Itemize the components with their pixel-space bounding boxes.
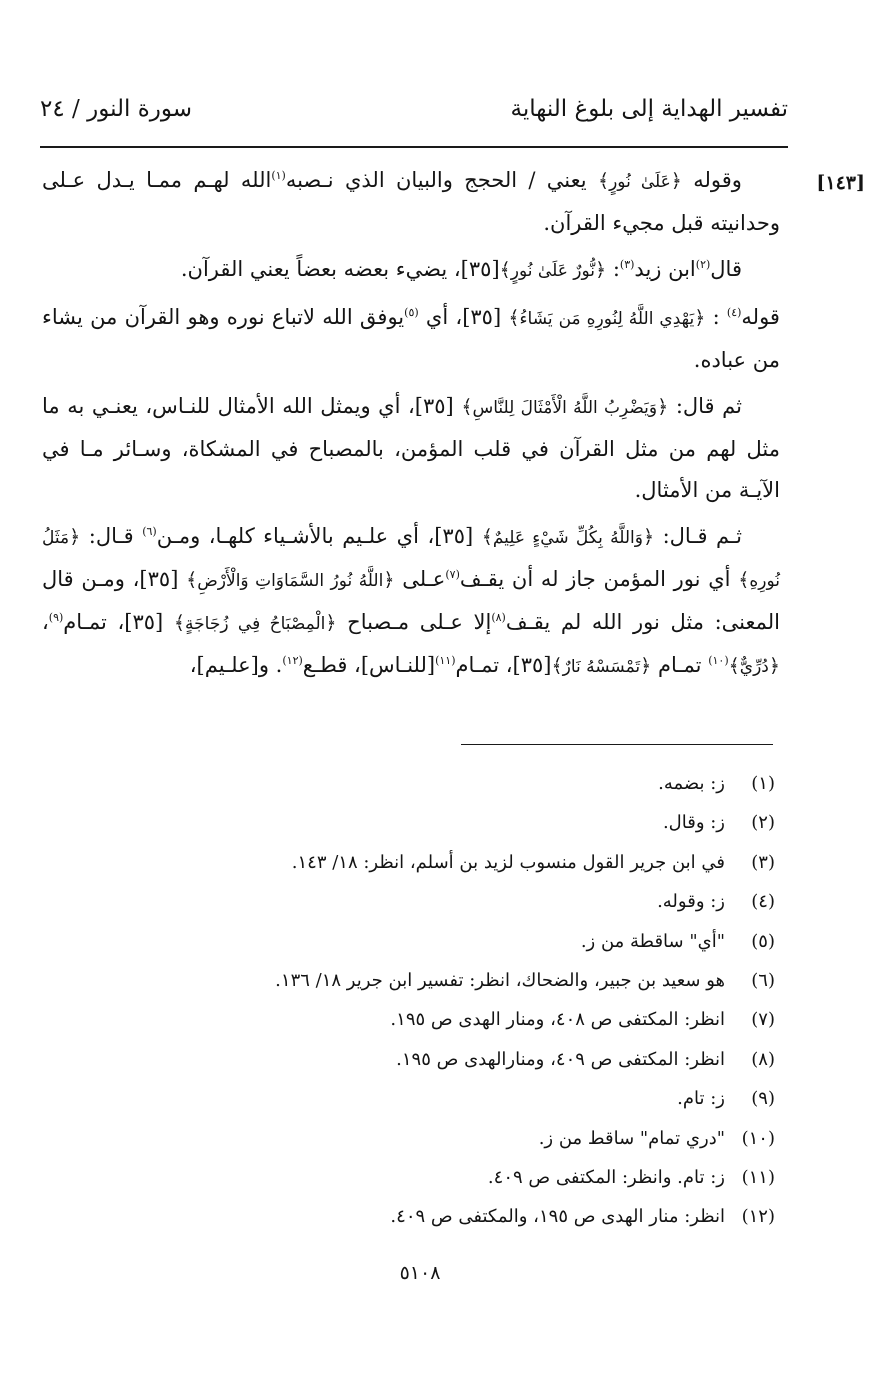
footnote-number: (١٢) xyxy=(741,1206,775,1228)
footnote-number: (٨) xyxy=(751,1048,775,1070)
paragraph-1: وقوله ﴿عَلَىٰ نُورٍ﴾ يعني / الحجج والبيان الذي نـصبه$^{(١)}$الله لهـم ممـا يـدل عـلى وحدانيته قبل مجيء القرآن. xyxy=(42,168,780,235)
paragraph-5: ثـم قـال: ﴿وَاللَّهُ بِكُلِّ شَيْءٍ عَلِيمٌ﴾ [٣٥]، أي علـيم بالأشـياء كلهـا، ومـن$^{(٦)}$ قـال: ﴿مَثَلُ نُورِهِ﴾ أي نور المؤمن جاز له أن يقـف$^{(٧)}$عـلى ﴿اللَّهُ نُورُ السَّمَاوَاتِ وَالْأَرْضِ﴾ [٣٥]، ومـن قال المعنى: مثل نور الله لم يقـف$^{(٨)}$إلا عـلى مـصباح ﴿الْمِصْبَاحُ فِي زُجَاجَةٍ﴾ [٣٥]، تمـام$^{(٩)}$، ﴿دُرِّيٌّ﴾$^{(١٠)}$ تمـام ﴿تَمْسَسْهُ نَارٌ﴾[٣٥]، تمـام$^{(١١)}$[للنـاس]، قطـع$^{(١٢)}$. و[علـيم]، xyxy=(42,524,781,677)
footnote-ref: (٧) xyxy=(445,568,460,581)
paragraph-4: ثم قال: ﴿وَيَضْرِبُ اللَّهُ الْأَمْثَالَ لِلنَّاسِ﴾ [٣٥]، أي ويمثل الله الأمثال للنـاس، يعنـي به ما مثل لهم من مثل القرآن في قلب المؤمن، بالمصباح في المشكاة، وسـائر مـا في الآيـة من الأمثال. xyxy=(42,394,780,502)
footnote-text: انظر: منار الهدى ص ١٩٥، والمكتفى ص ٤٠٩. xyxy=(390,1206,725,1228)
footnote-number: (٧) xyxy=(751,1009,775,1031)
quran-verse: تَمْسَسْهُ نَارٌ xyxy=(562,657,641,677)
footnote-text: ز: وقال. xyxy=(662,812,725,834)
footnote-text: ز: تام. وانظر: المكتفى ص ٤٠٩. xyxy=(487,1166,725,1188)
footnote-item xyxy=(135,1000,775,1039)
footnote-text: انظر: المكتفى ص ٤٠٩، ومنارالهدى ص ١٩٥. xyxy=(396,1048,725,1070)
footnote-ref: (١٢) xyxy=(282,654,303,667)
footnote-item xyxy=(135,843,775,882)
footnote-number: (٥) xyxy=(751,930,775,952)
footnote-text: "أي" ساقطة من ز. xyxy=(580,930,725,952)
quran-verse: نُّورٌ عَلَىٰ نُورٍ xyxy=(510,261,595,281)
header-rule xyxy=(40,146,788,148)
footnote-item xyxy=(135,922,775,961)
footnote-ref: (٣) xyxy=(619,258,635,271)
footnote-text: ز: بضمه. xyxy=(658,773,725,794)
side-reference: [١٤٣] xyxy=(816,172,865,194)
footnote-number: (٤) xyxy=(751,891,775,913)
footnote-item xyxy=(135,1040,775,1079)
footnote-number: (١٠) xyxy=(741,1127,775,1149)
footnote-number: (٩) xyxy=(751,1088,775,1110)
book-title: تفسير الهداية إلى بلوغ النهاية xyxy=(510,96,788,122)
quran-verse: الْمِصْبَاحُ فِي زُجَاجَةٍ xyxy=(185,614,326,634)
footnote-item xyxy=(135,1079,775,1118)
footnote-ref: (١) xyxy=(271,169,286,182)
footnote-ref: (٦) xyxy=(142,525,157,538)
footnotes-list xyxy=(135,764,775,1237)
footnote-item xyxy=(135,1197,775,1236)
footnote-ref: (٨) xyxy=(491,611,506,624)
footnote-text: "دري تمام" ساقط من ز. xyxy=(538,1127,725,1149)
footnote-number: (٦) xyxy=(751,969,775,991)
footnote-text: ز: وقوله. xyxy=(657,891,725,913)
footnote-number: (٣) xyxy=(751,851,775,873)
footnote-text: هو سعيد بن جبير، والضحاك، انظر: تفسير ابن جرير ١٨/ ١٣٦. xyxy=(275,969,725,991)
body-text xyxy=(42,160,780,693)
footnote-text: انظر: المكتفى ص ٤٠٨، ومنار الهدى ص ١٩٥. xyxy=(390,1009,725,1031)
footnote-ref: (٢) xyxy=(695,258,711,271)
footnote-number: (١١) xyxy=(741,1166,775,1188)
quran-verse: عَلَىٰ نُورٍ xyxy=(609,172,671,192)
footnote-text: في ابن جرير القول منسوب لزيد بن أسلم، انظر: ١٨/ ١٤٣. xyxy=(291,851,725,873)
surah-label: سورة النور / ٢٤ xyxy=(40,96,193,122)
footnote-ref: (١٠) xyxy=(708,654,729,667)
footnote-ref: (٩) xyxy=(48,611,64,624)
quran-verse: يَهْدِي اللَّهُ لِنُورِهِ مَن يَشَاءُ xyxy=(519,309,695,329)
footnote-item xyxy=(135,764,775,803)
running-header xyxy=(40,96,788,136)
paragraph-2: قال$^{(٢)}$ابن زيد$^{(٣)}$: ﴿نُّورٌ عَلَىٰ نُورٍ﴾[٣٥]، يضيء بعضه بعضاً يعني القرآن. xyxy=(180,257,742,281)
quran-verse: وَيَضْرِبُ اللَّهُ الْأَمْثَالَ لِلنَّاسِ xyxy=(472,398,658,418)
paragraph-3: قوله$^{(٤)}$ : ﴿يَهْدِي اللَّهُ لِنُورِهِ مَن يَشَاءُ﴾ [٣٥]، أي $^{(٥)}$يوفق الله لاتباع نوره وهو القرآن من يشاء من عباده. xyxy=(42,305,780,372)
footnote-ref: (١١) xyxy=(435,654,456,667)
footnote-text: ز: تام. xyxy=(677,1088,725,1110)
footnote-item xyxy=(135,1158,775,1197)
footnote-item xyxy=(135,882,775,921)
footnote-ref: (٤) xyxy=(726,306,742,319)
quran-verse: وَاللَّهُ بِكُلِّ شَيْءٍ عَلِيمٌ xyxy=(492,528,643,548)
quran-verse: مَثَلُ نُورِهِ xyxy=(42,528,780,591)
footnote-item xyxy=(135,961,775,1000)
footnote-number: (٢) xyxy=(751,812,775,834)
footnote-number: (١) xyxy=(751,773,775,794)
footnote-ref: (٥) xyxy=(404,306,419,319)
footnote-separator xyxy=(461,744,773,745)
quran-verse: دُرِّيٌّ xyxy=(739,657,769,677)
quran-verse: اللَّهُ نُورُ السَّمَاوَاتِ وَالْأَرْضِ xyxy=(197,571,384,591)
page-number: ٥١٠٨ xyxy=(399,1262,441,1284)
footnote-item xyxy=(135,803,775,842)
footnote-item xyxy=(135,1119,775,1158)
